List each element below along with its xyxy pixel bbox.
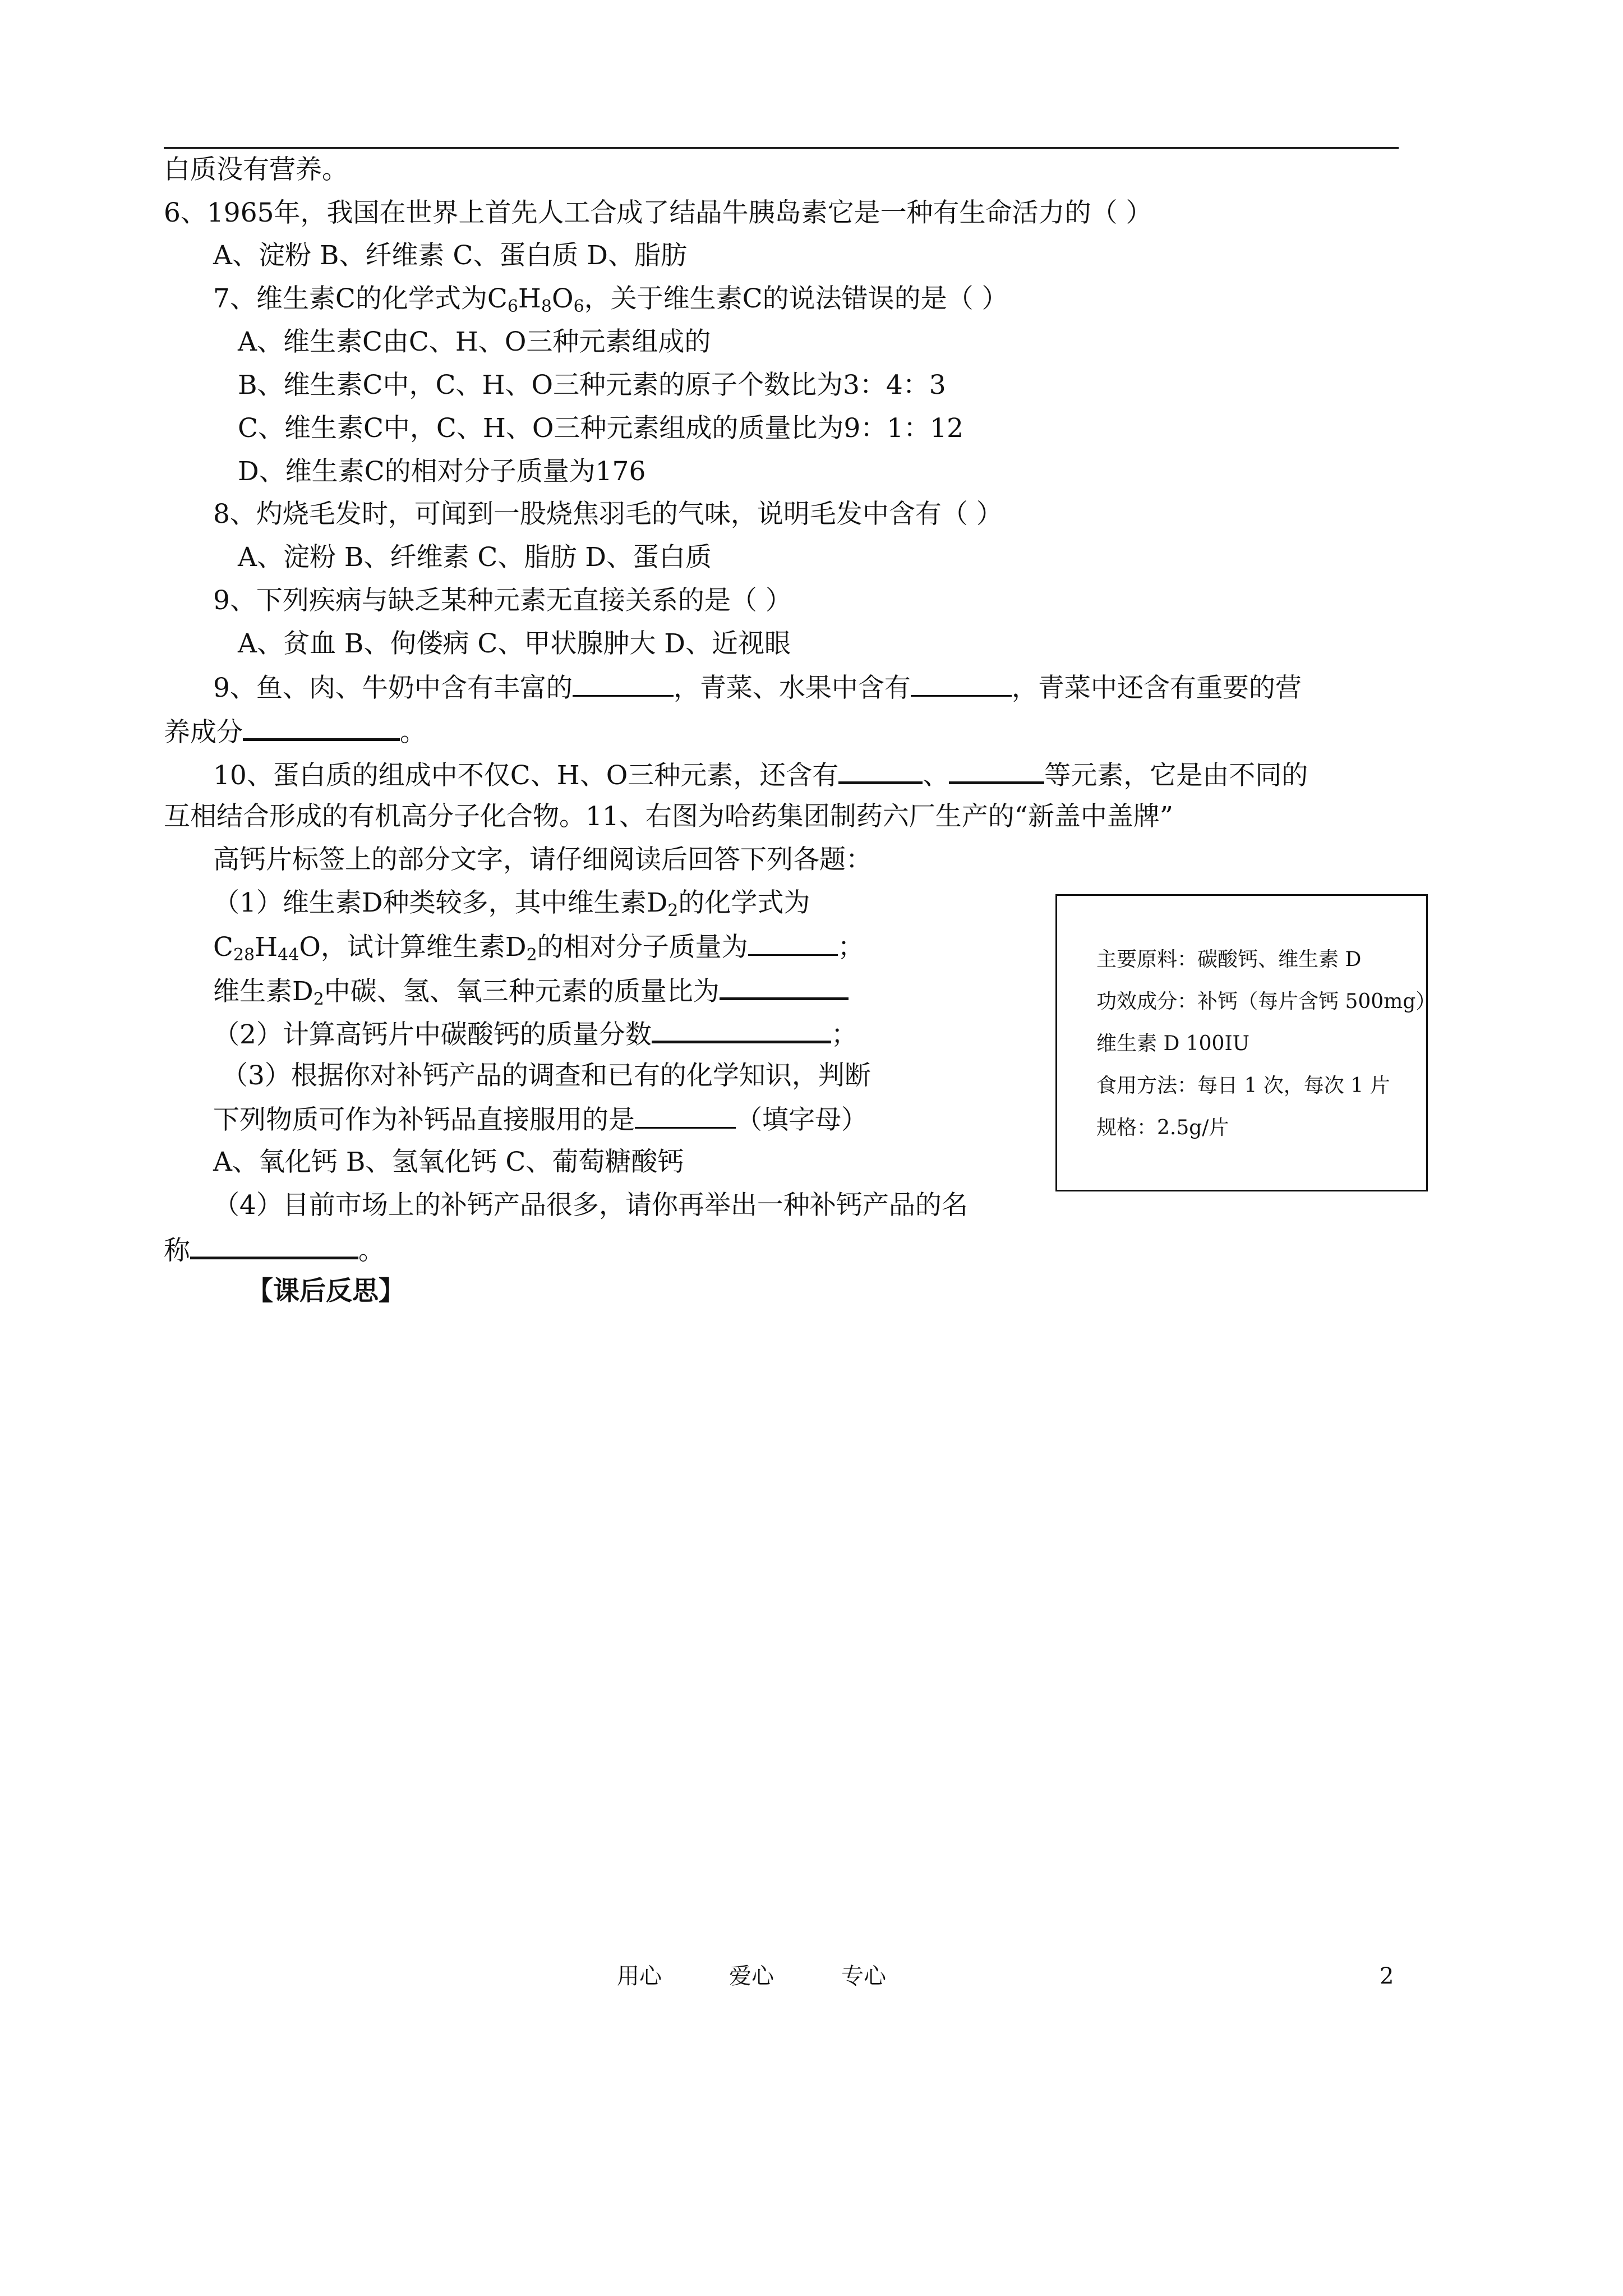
- text-span: A、贫血 B、佝偻病 C、甲状腺肿大 D、近视眼: [238, 628, 791, 659]
- label-line: 食用方法：每日 1 次，每次 1 片: [1096, 1074, 1390, 1097]
- answer-blank[interactable]: [652, 1016, 831, 1043]
- footer-motto-1: 用心: [617, 1963, 662, 1989]
- label-line: 主要原料：碳酸钙、维生素 D: [1096, 948, 1362, 971]
- question-9b: [213, 670, 1302, 705]
- text-span: 养成分: [164, 717, 243, 748]
- text-span: 10、蛋白质的组成中不仅C、H、O三种元素，还含有: [213, 760, 839, 791]
- question-9-options: [238, 627, 791, 661]
- question-11-part-4: [213, 1189, 968, 1222]
- question-7-option-a: [238, 325, 711, 359]
- reflection-heading: [247, 1274, 405, 1308]
- text-span: A、维生素C由C、H、O三种元素组成的: [238, 326, 711, 357]
- question-7-option-d: [238, 455, 645, 489]
- text-span: 。: [358, 1235, 385, 1266]
- text-span: ；: [837, 932, 864, 963]
- text-span: A、淀粉 B、纤维素 C、脂肪 D、蛋白质: [238, 542, 712, 573]
- text-span: 8、灼烧毛发时，可闻到一股烧焦羽毛的气味，说明毛发中含有（ ）: [213, 499, 1003, 530]
- question-6-options: [213, 239, 687, 273]
- text-span: 【课后反思】: [247, 1276, 405, 1306]
- text-span: H: [255, 932, 278, 963]
- text-span: D、维生素C的相对分子质量为176: [238, 456, 646, 487]
- question-11-part-3-options: [213, 1145, 684, 1179]
- text-span: 下列物质可作为补钙品直接服用的是: [213, 1105, 635, 1135]
- subscript: 6: [507, 297, 518, 316]
- question-6: [164, 196, 1152, 230]
- question-10: [213, 757, 1308, 793]
- subscript: 2: [313, 990, 324, 1009]
- answer-blank[interactable]: [190, 1232, 358, 1259]
- page-number: 2: [1380, 1963, 1394, 1989]
- question-11-part-1-formula: [213, 930, 864, 964]
- text-span: 维生素D: [213, 976, 313, 1007]
- question-10-cont: [164, 800, 1173, 834]
- subscript: 44: [278, 945, 299, 965]
- text-span: ，关于维生素C的说法错误的是（ ）: [584, 283, 1008, 314]
- text-span: 称: [164, 1235, 190, 1266]
- question-7-option-b: [238, 369, 946, 402]
- text-span: 中碳、氢、氧三种元素的质量比为: [324, 976, 720, 1007]
- label-line: 功效成分：补钙（每片含钙 500mg）: [1096, 990, 1436, 1013]
- question-11-part-3-cont: [213, 1102, 868, 1137]
- text-span: 9、鱼、肉、牛奶中含有丰富的: [213, 673, 573, 703]
- question-9: [213, 584, 792, 618]
- question-11-part-2: [213, 1016, 857, 1052]
- subscript: 2: [526, 945, 537, 965]
- text-span: ，青菜、水果中含有: [673, 673, 911, 703]
- text-span: （3）根据你对补钙产品的调查和已有的化学知识，判断: [222, 1060, 871, 1091]
- answer-blank[interactable]: [949, 757, 1044, 784]
- question-11-part-3: [222, 1059, 871, 1093]
- answer-blank[interactable]: [573, 670, 674, 697]
- question-9b-cont: [164, 714, 426, 749]
- text-span: ，青菜中还含有重要的营: [1011, 673, 1302, 703]
- text-span: H: [518, 283, 541, 314]
- question-8-options: [238, 541, 712, 574]
- answer-blank[interactable]: [748, 930, 838, 956]
- question-11-intro: [213, 843, 872, 877]
- answer-blank[interactable]: [635, 1102, 736, 1129]
- text-span: 白质没有营养。: [164, 154, 348, 185]
- text-span: ；: [831, 1019, 857, 1050]
- text-span: 互相结合形成的有机高分子化合物。11、右图为哈药集团制药六厂生产的“新盖中盖牌”: [164, 801, 1173, 832]
- text-span: C、维生素C中，C、H、O三种元素组成的质量比为9：1：12: [238, 413, 964, 444]
- text-span: 。: [400, 717, 426, 748]
- subscript: 2: [667, 901, 679, 921]
- question-11-part-1: [213, 886, 810, 920]
- subscript: 28: [233, 945, 255, 965]
- question-7: [213, 282, 1008, 316]
- text-span: 等元素，它是由不同的: [1044, 760, 1308, 791]
- text-span: B、维生素C中，C、H、O三种元素的原子个数比为3：4：3: [238, 370, 946, 401]
- label-line: 规格：2.5g/片: [1096, 1116, 1229, 1139]
- text-span: O: [552, 283, 574, 314]
- question-8: [213, 498, 1003, 531]
- text-span: A、氧化钙 B、氢氧化钙 C、葡萄糖酸钙: [213, 1147, 684, 1177]
- text-span: 9、下列疾病与缺乏某种元素无直接关系的是（ ）: [213, 585, 792, 616]
- text-span: （填字母）: [736, 1105, 868, 1135]
- answer-blank[interactable]: [720, 973, 849, 1000]
- text-span: （2）计算高钙片中碳酸钙的质量分数: [213, 1019, 652, 1050]
- text-span: 的相对分子质量为: [537, 932, 748, 963]
- text-span: O，试计算维生素D: [299, 932, 527, 963]
- text-span: 7、维生素C的化学式为C: [213, 283, 508, 314]
- answer-blank[interactable]: [911, 670, 1012, 697]
- label-line: 维生素 D 100IU: [1096, 1032, 1250, 1055]
- product-label-box: [1055, 894, 1436, 1191]
- text-line: [164, 153, 348, 187]
- question-11-part-4-cont: [164, 1232, 385, 1268]
- text-span: 6、1965年，我国在世界上首先人工合成了结晶牛胰岛素它是一种有生命活力的（ ）: [164, 197, 1152, 228]
- text-span: 高钙片标签上的部分文字，请仔细阅读后回答下列各题：: [213, 844, 872, 875]
- text-span: A、淀粉 B、纤维素 C、蛋白质 D、脂肪: [213, 240, 687, 271]
- text-span: （1）维生素D种类较多，其中维生素D: [213, 887, 668, 918]
- header-rule: [164, 147, 1399, 149]
- text-span: C: [213, 932, 233, 963]
- question-11-part-1-ratio: [213, 973, 849, 1009]
- footer-motto-3: 专心: [841, 1963, 886, 1989]
- answer-blank[interactable]: [838, 757, 923, 784]
- footer-motto-2: 爱心: [729, 1963, 774, 1989]
- answer-blank[interactable]: [243, 714, 400, 741]
- subscript: 6: [573, 297, 584, 316]
- text-span: 、: [923, 760, 949, 791]
- subscript: 8: [541, 297, 552, 316]
- question-7-option-c: [238, 412, 963, 445]
- text-span: 的化学式为: [678, 887, 810, 918]
- text-span: （4）目前市场上的补钙产品很多，请你再举出一种补钙产品的名: [213, 1190, 968, 1221]
